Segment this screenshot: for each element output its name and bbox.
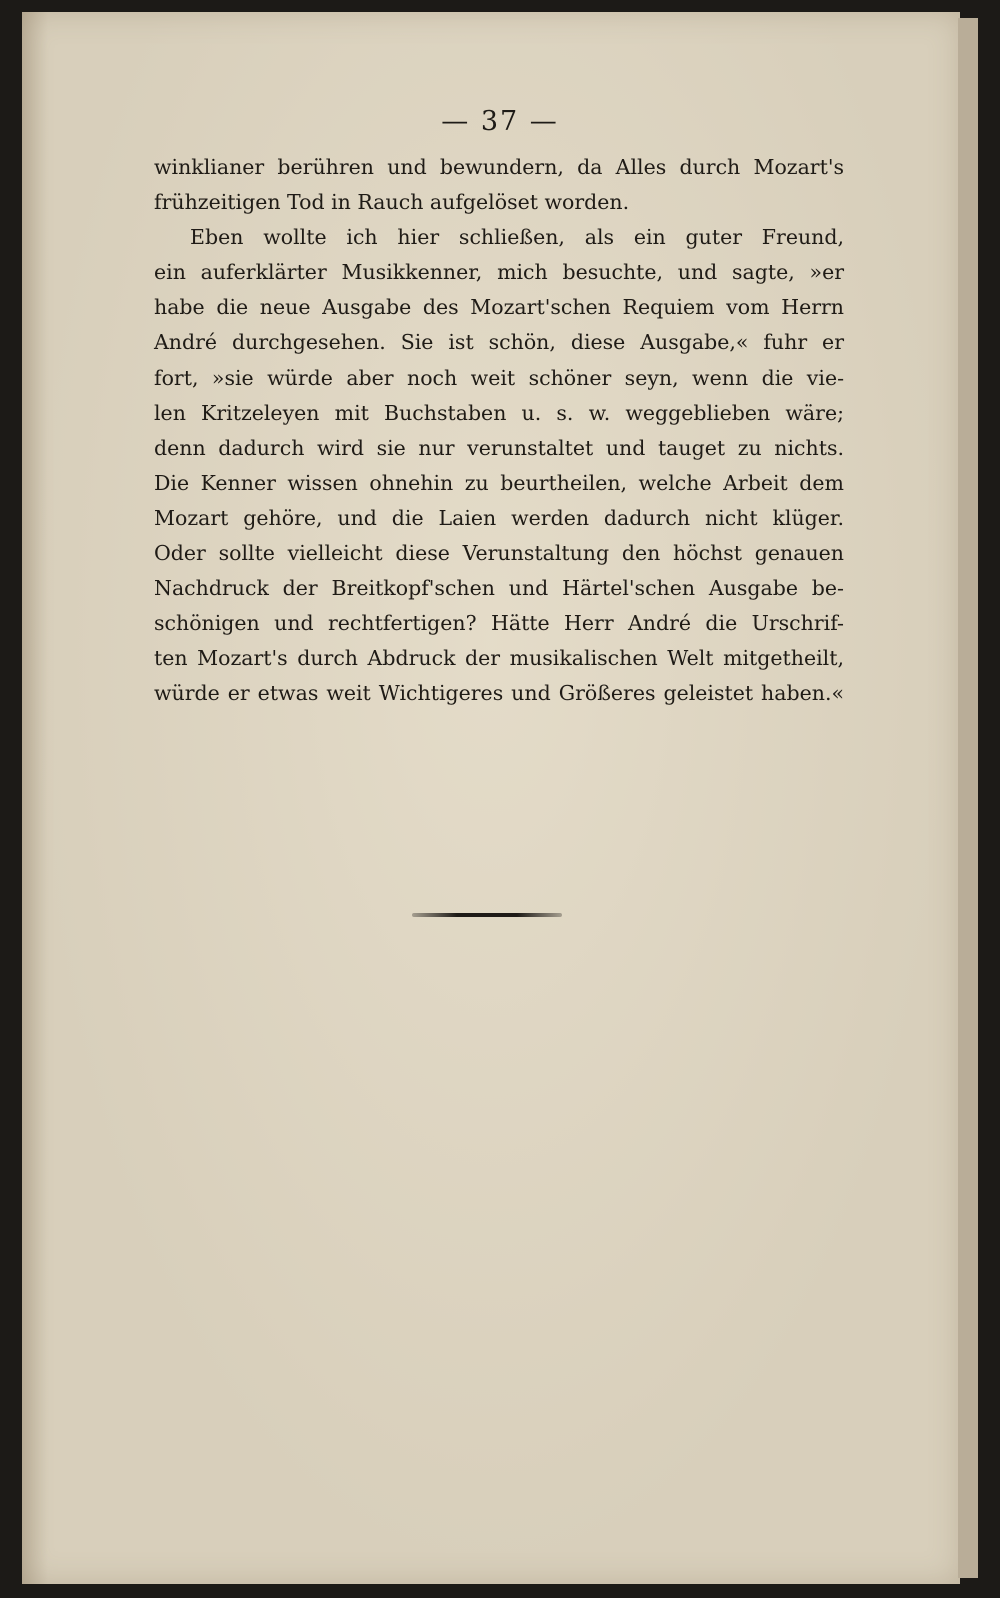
text-line: fort, »sie würde aber noch weit schöner seyn, wenn die vie- bbox=[154, 365, 844, 390]
page-number-header: — 37 — bbox=[441, 106, 559, 137]
text-line: würde er etwas weit Wichtigeres und Größeres geleistet haben.« bbox=[154, 681, 844, 706]
text-line: ein auferklärter Musikkenner, mich besuchte, und sagte, »er bbox=[154, 260, 844, 285]
text-line: Nachdruck der Breitkopf'schen und Härtel'schen Ausgabe be- bbox=[154, 576, 844, 601]
text-line: Eben wollte ich hier schließen, als ein guter Freund, bbox=[190, 225, 844, 250]
page-edge bbox=[958, 18, 978, 1578]
text-line: len Kritzeleyen mit Buchstaben u. s. w. weggeblieben wäre; bbox=[154, 400, 844, 425]
text-line: André durchgesehen. Sie ist schön, diese Ausgabe,« fuhr er bbox=[154, 330, 844, 355]
text-line: habe die neue Ausgabe des Mozart'schen Requiem vom Herrn bbox=[154, 295, 844, 320]
text-line: winklianer berühren und bewundern, da Alles durch Mozart's bbox=[154, 155, 844, 179]
text-line: Mozart gehöre, und die Laien werden dadurch nicht klüger. bbox=[154, 505, 844, 530]
text-line: schönigen und rechtfertigen? Hätte Herr André die Urschrif- bbox=[154, 611, 844, 636]
text-line: Oder sollte vielleicht diese Verunstaltung den höchst genauen bbox=[154, 541, 844, 566]
text-line: frühzeitigen Tod in Rauch aufgelöset worden. bbox=[154, 190, 630, 215]
text-line: ten Mozart's durch Abdruck der musikalischen Welt mitgetheilt, bbox=[154, 646, 844, 671]
text-line: Die Kenner wissen ohnehin zu beurtheilen, welche Arbeit dem bbox=[154, 470, 844, 495]
text-line: denn dadurch wird sie nur verunstaltet und tauget zu nichts. bbox=[154, 435, 844, 460]
end-divider-rule bbox=[412, 913, 562, 917]
body-text bbox=[154, 150, 844, 712]
